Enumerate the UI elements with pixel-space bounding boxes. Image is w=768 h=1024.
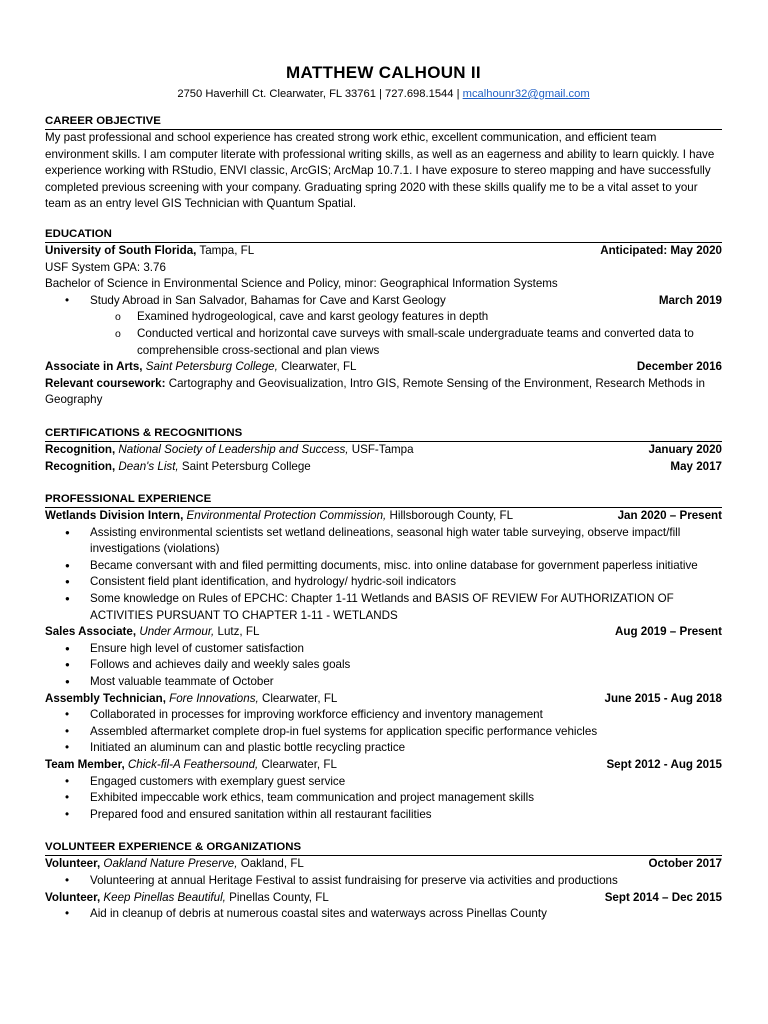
list-item: o Conducted vertical and horizontal cave surveys with small-scale undergraduate teams and converted data to comprehensible cross-sectional and plan views [45,326,722,359]
cert-row [45,459,722,476]
list-item: ● Most valuable teammate of October [45,674,722,691]
list-item: • Collaborated in processes for improving workforce efficiency and inventory management [45,707,722,724]
list-item: • Initiated an aluminum can and plastic bottle recycling practice [45,740,722,757]
cert-label: Recognition, [45,442,116,456]
certifications-section [45,426,722,475]
list-item: ● Some knowledge on Rules of EPCHC: Chapter 1-11 Wetlands and BASIS OF REVIEW For AUTHORIZATION OF ACTIVITIES PURSUANT TO CHAPTER 1-11 - WETLANDS [45,591,722,624]
job-bullets [45,525,722,625]
email-link[interactable]: mcalhounr32@gmail.com [462,88,590,100]
cert-date: May 2017 [670,459,722,473]
cert-place: Saint Petersburg College [178,459,311,473]
usf-location: Tampa, FL [196,243,255,257]
usf-bullets [45,293,722,359]
list-item: • Volunteering at annual Heritage Festival to assist fundraising for preserve via activities and productions [45,873,722,890]
cert-label: Recognition, [45,459,116,473]
cert-row [45,442,722,459]
experience-section [45,492,722,823]
job-date: Jan 2020 – Present [617,509,722,523]
job-date: Aug 2019 – Present [615,625,722,639]
job-place: Hillsborough County, FL [386,509,514,523]
candidate-name: MATTHEW CALHOUN II [286,63,481,82]
cert-place: USF-Tampa [348,442,414,456]
list-item: • Prepared food and ensured sanitation within all restaurant facilities [45,807,722,824]
objective-section [45,114,722,213]
job-org: Chick-fil-A Feathersound, [124,758,259,771]
volunteer-row [45,856,722,873]
cert-org: National Society of Leadership and Success, [115,442,349,456]
certifications-heading: CERTIFICATIONS & RECOGNITIONS [45,426,722,442]
study-abroad-date: March 2019 [658,293,722,307]
job-title: Wetlands Division Intern, [45,509,184,523]
job-row [45,508,722,525]
list-item: • Assembled aftermarket complete drop-in fuel systems for application specific performance vehicles [45,724,722,741]
objective-heading: CAREER OBJECTIVE [45,114,722,130]
aa-label: Associate in Arts, [45,360,143,374]
job-bullets [45,774,722,824]
objective-text: My past professional and school experience has created strong work ethic, excellent communication, and efficient team environment skills. I am computer literate with professional writing skills, as well as an eagerness and ability to learn quickly. I have experience working with RStudio, ENVI classic, ArcGIS; ArcMap 10.7.1. I have exposure to stereo mapping and have successfully completed previous screening with your company. Graduating spring 2020 with these skills qualify me to be a vital asset to your team as an entry level GIS Technician with Quantum Spatial. [45,131,715,211]
volunteer-heading: VOLUNTEER EXPERIENCE & ORGANIZATIONS [45,840,722,856]
volunteer-place: Pinellas County, FL [225,890,329,904]
list-item: ● Ensure high level of customer satisfaction [45,641,722,658]
volunteer-section [45,840,722,922]
job-place: Clearwater, FL [258,691,338,705]
job-org: Under Armour, [136,625,215,639]
education-heading: EDUCATION [45,227,722,243]
aa-location: Clearwater, FL [277,360,357,374]
job-row [45,757,722,774]
volunteer-title: Volunteer, [45,890,101,904]
usf-row [45,243,722,260]
volunteer-place: Oakland, FL [237,857,304,871]
job-title: Sales Associate, [45,625,137,639]
job-bullets [45,641,722,691]
list-item: o Examined hydrogeological, cave and karst geology features in depth [45,309,722,326]
resume-page [45,62,722,923]
volunteer-date: October 2017 [648,857,722,871]
aa-date: December 2016 [636,360,722,374]
volunteer-org: Oakland Nature Preserve, [100,857,238,871]
list-item: • Exhibited impeccable work ethics, team communication and project management skills [45,790,722,807]
job-row [45,691,722,708]
list-item: • Aid in cleanup of debris at numerous coastal sites and waterways across Pinellas County [45,906,722,923]
usf-gpa: USF System GPA: 3.76 [45,260,166,274]
job-place: Clearwater, FL [258,758,337,771]
volunteer-bullets [45,873,722,890]
volunteer-title: Volunteer, [45,857,101,871]
list-item: ● Follows and achieves daily and weekly sales goals [45,657,722,674]
job-place: Lutz, FL [214,625,260,639]
list-item: • Engaged customers with exemplary guest service [45,774,722,791]
cert-date: January 2020 [648,442,722,456]
coursework-text: Cartography and Geovisualization, Intro GIS, Remote Sensing of the Environment, Research Methods in Geography [45,376,705,407]
aa-school: Saint Petersburg College, [142,360,278,374]
job-row [45,624,722,641]
volunteer-org: Keep Pinellas Beautiful, [100,890,226,904]
job-date: Sept 2012 - Aug 2015 [606,758,722,771]
aa-row [45,359,722,376]
experience-heading: PROFESSIONAL EXPERIENCE [45,492,722,508]
coursework [45,376,722,409]
study-abroad-text: • Study Abroad in San Salvador, Bahamas for Cave and Karst Geology [90,293,446,307]
cert-org: Dean's List, [115,459,179,473]
volunteer-bullets [45,906,722,923]
list-item: ● Consistent field plant identification, and hydrology/ hydric-soil indicators [45,574,722,591]
contact-details: 2750 Haverhill Ct. Clearwater, FL 33761 | 727.698.1544 | [177,88,463,100]
list-item: ● Became conversant with and filed permitting documents, misc. into online database for government paperless initiative [45,558,722,575]
job-title: Team Member, [45,758,125,771]
contact-line [45,86,722,102]
education-section [45,227,722,409]
usf-school: University of South Florida, [45,243,197,257]
list-item [45,293,722,310]
list-item: ● Assisting environmental scientists set wetland delineations, seasonal high water table surveying, observe impact/fill investigations (violations) [45,525,722,558]
usf-date: Anticipated: May 2020 [600,243,722,257]
job-org: Fore Innovations, [165,691,259,705]
volunteer-date: Sept 2014 – Dec 2015 [604,890,722,904]
coursework-label: Relevant coursework: [45,376,166,390]
job-bullets [45,707,722,757]
job-title: Assembly Technician, [45,691,166,705]
job-date: June 2015 - Aug 2018 [604,691,722,705]
job-org: Environmental Protection Commission, [183,509,387,523]
usf-degree: Bachelor of Science in Environmental Science and Policy, minor: Geographical Information Systems [45,277,558,291]
volunteer-row [45,890,722,907]
